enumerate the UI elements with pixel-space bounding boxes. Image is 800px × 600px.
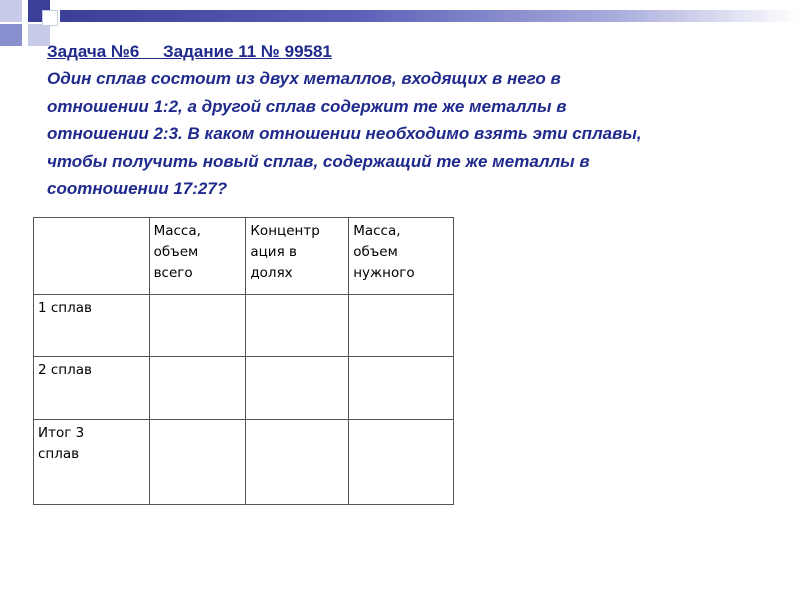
table-cell (349, 420, 454, 505)
table-header-cell (149, 218, 246, 295)
deco-square (0, 24, 22, 46)
header-gradient-band (60, 10, 800, 22)
table-header-row (34, 218, 454, 295)
table-row (34, 420, 454, 505)
row-label-cell (34, 357, 150, 420)
row-label: Итог 3 сплав (38, 425, 85, 462)
header-text: Масса, объем нужного (353, 223, 415, 281)
table-header-cell (246, 218, 349, 295)
problem-line: отношении 2:3. В каком отношении необходимо взять эти сплавы, (47, 124, 642, 143)
row-label-cell (34, 420, 150, 505)
deco-square (42, 10, 58, 26)
table-cell (149, 357, 246, 420)
table-cell (349, 357, 454, 420)
table-cell (246, 295, 349, 357)
table-cell (349, 295, 454, 357)
table-cell (246, 420, 349, 505)
header-text: Концентр ация в долях (250, 223, 320, 281)
problem-text (47, 65, 787, 203)
table-header-cell (34, 218, 150, 295)
table-cell (149, 295, 246, 357)
problem-line: отношении 1:2, а другой сплав содержит те же металлы в (47, 96, 567, 116)
row-label: 2 сплав (38, 362, 92, 378)
deco-square (0, 0, 22, 22)
table-cell (246, 357, 349, 420)
row-label: 1 сплав (38, 300, 92, 316)
table-cell (149, 420, 246, 505)
solution-table (33, 217, 454, 505)
row-label-cell (34, 295, 150, 357)
header-text: Масса, объем всего (153, 223, 201, 281)
table-header-cell (349, 218, 454, 295)
problem-line: чтобы получить новый сплав, содержащий те же металлы в (47, 151, 590, 171)
task-heading: Задача №6 Задание 11 № 99581 (47, 42, 332, 61)
problem-line: соотношении 17:27? (47, 179, 228, 198)
table-row (34, 295, 454, 357)
problem-line: Один сплав состоит из двух металлов, входящих в него в (47, 69, 561, 88)
table-row (34, 357, 454, 420)
